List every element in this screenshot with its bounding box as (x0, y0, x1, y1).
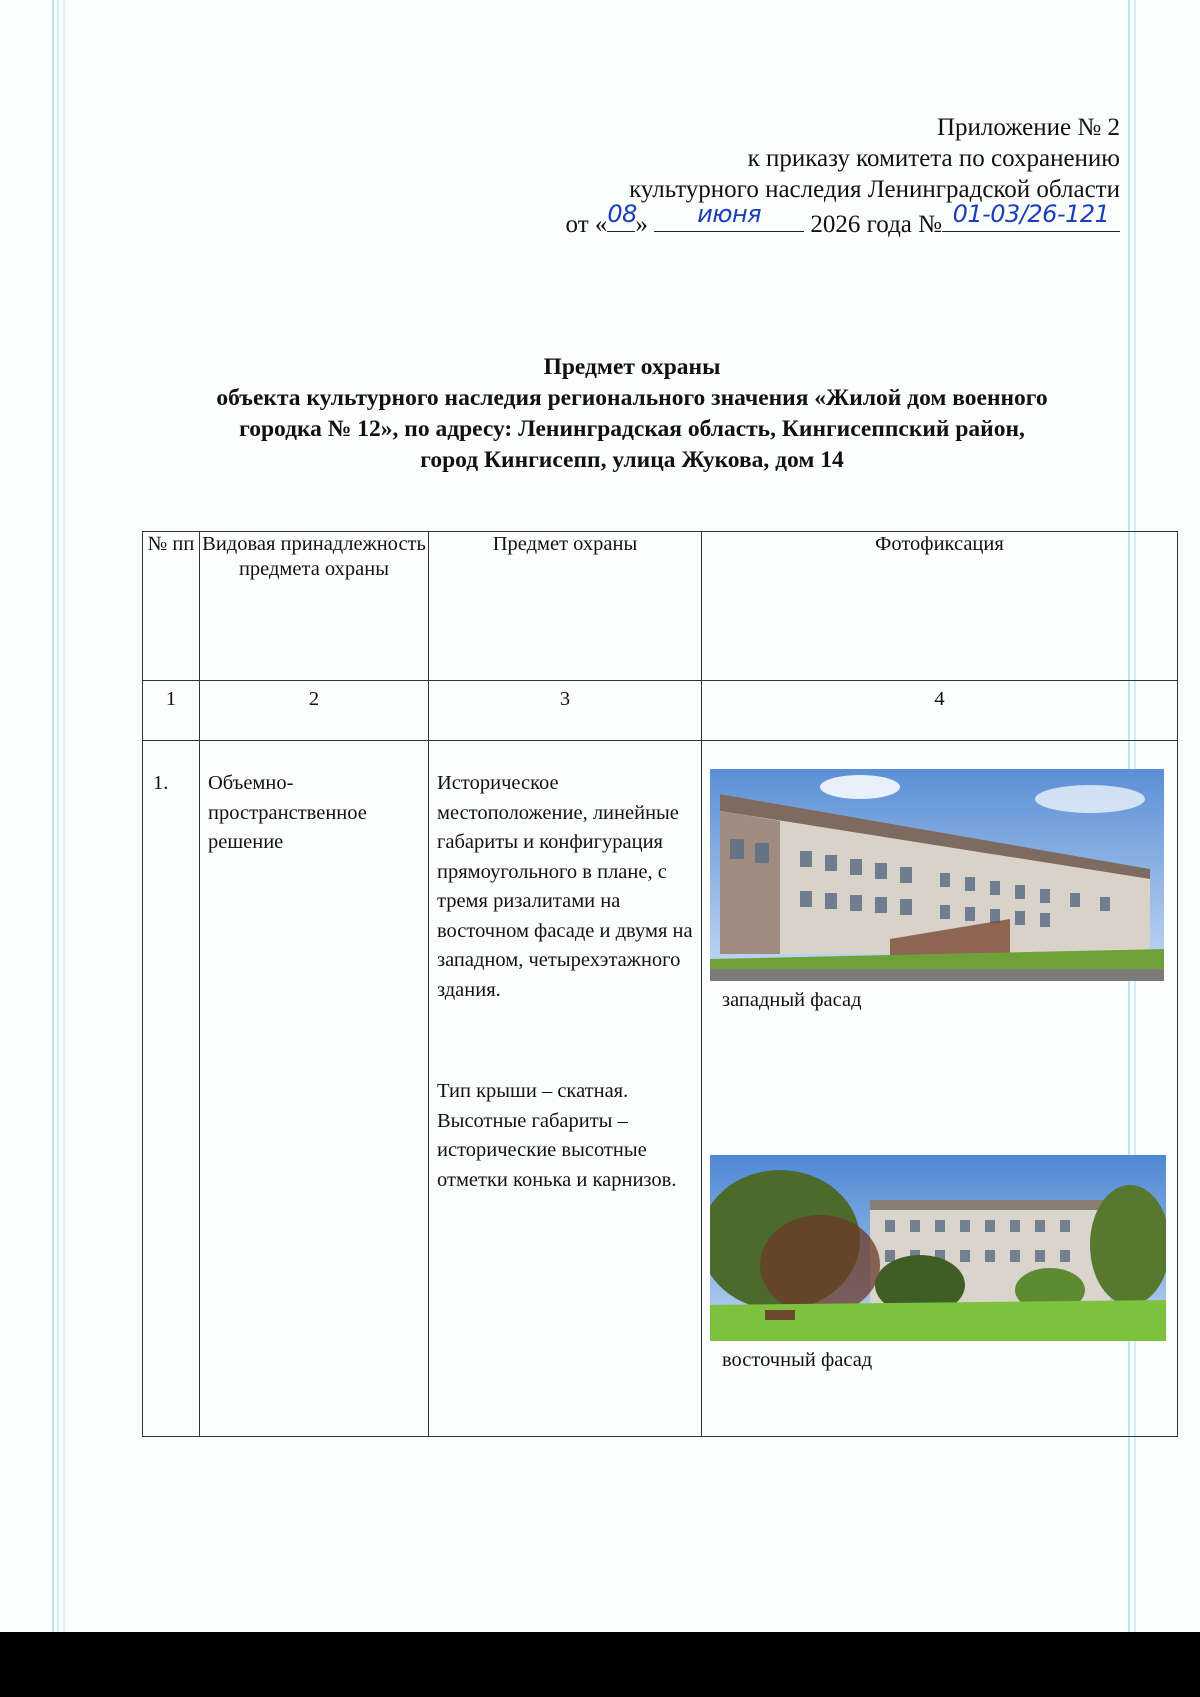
scan-edge-line (63, 0, 65, 1632)
scan-edge-line (52, 0, 54, 1632)
row-number: 1. (153, 772, 169, 794)
building-photo-east (710, 1155, 1166, 1341)
title-line: объекта культурного наследия регионального значения «Жилой дом военного (216, 385, 1048, 411)
header-cell-subject: Предмет охраны (429, 532, 702, 681)
appendix-line: культурного наследия Ленинградской области (629, 176, 1120, 203)
row-type: Объемно-пространственное решение (208, 772, 367, 853)
row-subject-cell (429, 741, 702, 1437)
column-number: 2 (200, 681, 429, 741)
scan-edge-line (57, 0, 59, 1632)
photo-block (710, 1155, 1166, 1373)
date-month-field (654, 200, 804, 232)
photo-caption: восточный фасад (722, 1349, 873, 1371)
handwritten-month: июня (697, 200, 762, 228)
date-year: 2026 года № (810, 211, 942, 238)
building-photo-west (710, 769, 1164, 981)
column-number-row (143, 681, 1178, 741)
handwritten-day: 08 (607, 200, 637, 228)
handwritten-order-number: 01-03/26-121 (952, 200, 1110, 228)
date-prefix: от « (565, 211, 608, 238)
appendix-line: Приложение № 2 (936, 114, 1120, 141)
appendix-line: к приказу комитета по сохранению (747, 145, 1120, 172)
table-row (143, 741, 1178, 1437)
row-number-cell (143, 741, 200, 1437)
row-photos-cell (702, 741, 1178, 1437)
date-mid: » (635, 211, 648, 238)
header-cell-photo: Фотофиксация (702, 532, 1178, 681)
appendix-date-line (565, 200, 1120, 240)
order-number-field (942, 200, 1120, 232)
scan-bottom-edge (0, 1632, 1200, 1697)
table-header-row (143, 532, 1178, 681)
title-line: Предмет охраны (543, 354, 721, 380)
column-number: 1 (143, 681, 200, 741)
header-cell-number: № пп (143, 532, 200, 681)
column-number: 4 (702, 681, 1178, 741)
title-line: городка № 12», по адресу: Ленинградская область, Кингисеппский район, (239, 416, 1025, 442)
protection-table (142, 531, 1178, 1437)
subject-paragraph: Историческое местоположение, линейные габариты и конфигурация прямоугольного в плане, с тремя ризалитами на восточном фасаде и двумя на западном, четырехэтажного здания. (437, 772, 693, 1001)
appendix-header (566, 112, 1120, 240)
photo-caption: западный фасад (722, 989, 862, 1011)
row-type-cell (200, 741, 429, 1437)
column-number: 3 (429, 681, 702, 741)
document-title (132, 352, 1132, 476)
header-cell-type: Видовая принадлежность предмета охраны (200, 532, 429, 681)
row-subject (429, 741, 701, 1195)
subject-paragraph: Тип крыши – скатная. Высотные габариты – исторические высотные отметки конька и карнизов. (437, 1080, 677, 1191)
date-day-field (607, 200, 637, 232)
title-line: город Кингисепп, улица Жукова, дом 14 (420, 447, 844, 473)
photo-block (710, 769, 1164, 1013)
